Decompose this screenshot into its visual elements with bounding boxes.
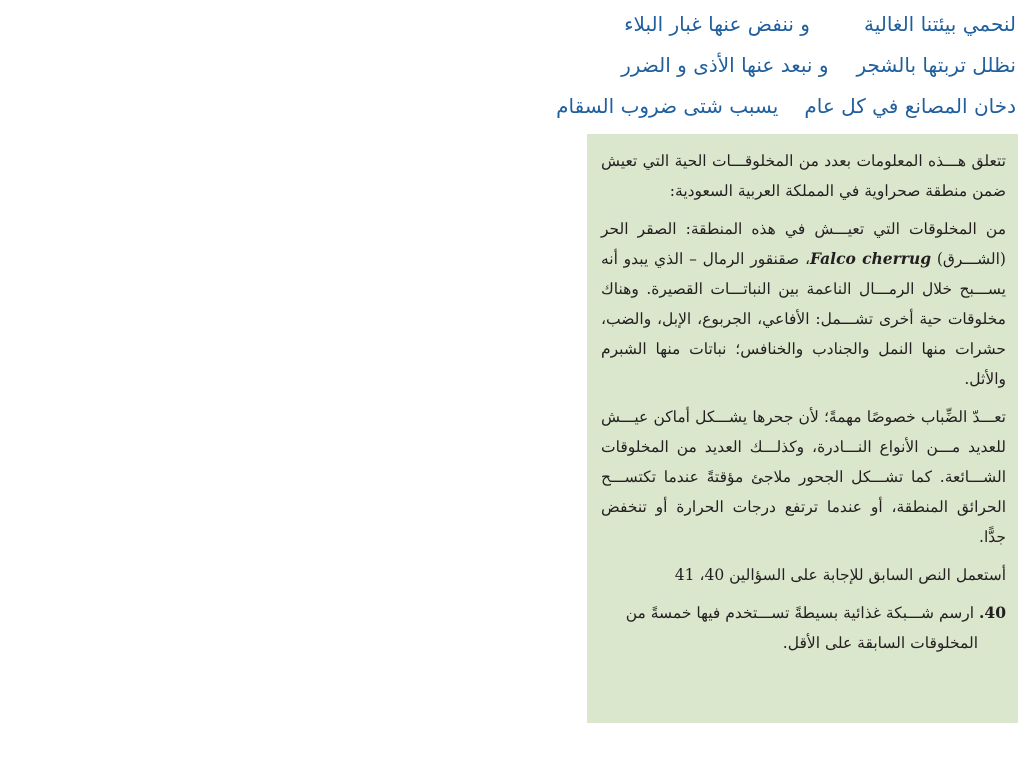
reading-passage-box [587, 134, 1018, 723]
poem-line-2-first-hemistich: نظلل تربتها بالشجر [856, 53, 1016, 77]
question-40-line-1: ارسم شـــبكة غذائية بسيطةً تســـتخدم فيها خمسةً من [625, 604, 975, 622]
poem-line-1-second-hemistich: و ننفض عنها غبار البلاء [624, 12, 810, 36]
question-number: 40. [979, 603, 1006, 622]
passage-organisms-text-start: من المخلوقات التي تعيـــش في هذه المنطقة: الصقر الحر (الشـــرق) [601, 220, 1006, 268]
poem-line-3-second-hemistich: يسبب شتى ضروب السقام [556, 94, 779, 118]
questions-instruction: أستعمل النص السابق للإجابة على السؤالين 40، 41 [674, 566, 1006, 584]
poem-line-3 [480, 86, 1016, 127]
poem-line-1 [480, 4, 1016, 45]
passage-organisms-paragraph [601, 214, 1006, 394]
scientific-name: Falco cherrug [809, 249, 932, 268]
poem [480, 4, 1016, 127]
passage-organisms-text-end: ، صقنقور الرمال – الذي يبدو أنه يســـبح خلال الرمـــال الناعمة بين النباتـــات القصيرة. وهناك مخلوقات حية أخرى تشـــمل: الأفاعي، الجربوع، الإبل، والضب، حشرات منها النمل والجنادب والخنافس؛ نباتات منها الشبرم والأثل. [601, 250, 1006, 388]
poem-line-2-second-hemistich: و نبعد عنها الأذى و الضرر [621, 53, 829, 77]
passage-intro: تتعلق هـــذه المعلومات بعدد من المخلوقـــات الحية التي تعيش ضمن منطقة صحراوية في المملكة العربية السعودية: [601, 152, 1006, 200]
poem-line-1-first-hemistich: لنحمي بيئتنا الغالية [863, 12, 1016, 36]
poem-line-3-first-hemistich: دخان المصانع في كل عام [804, 94, 1016, 118]
question-40-line-2: المخلوقات السابقة على الأقل. [782, 634, 978, 652]
passage-lizards-paragraph: تعـــدّ الضِّباب خصوصًا مهمةً؛ لأن جحرها يشـــكل أماكن عيـــش للعديد مـــن الأنواع النـــادرة، وكذلـــك العديد من المخلوقات الشـــائعة. كما تشـــكل الجحور ملاجئ مؤقتةً عندما تكتســـح الحرائق المنطقة، أو عندما ترتفع درجات الحرارة أو تنخفض جدًّا. [601, 408, 1006, 546]
question-40 [601, 598, 1006, 658]
poem-line-2 [480, 45, 1016, 86]
